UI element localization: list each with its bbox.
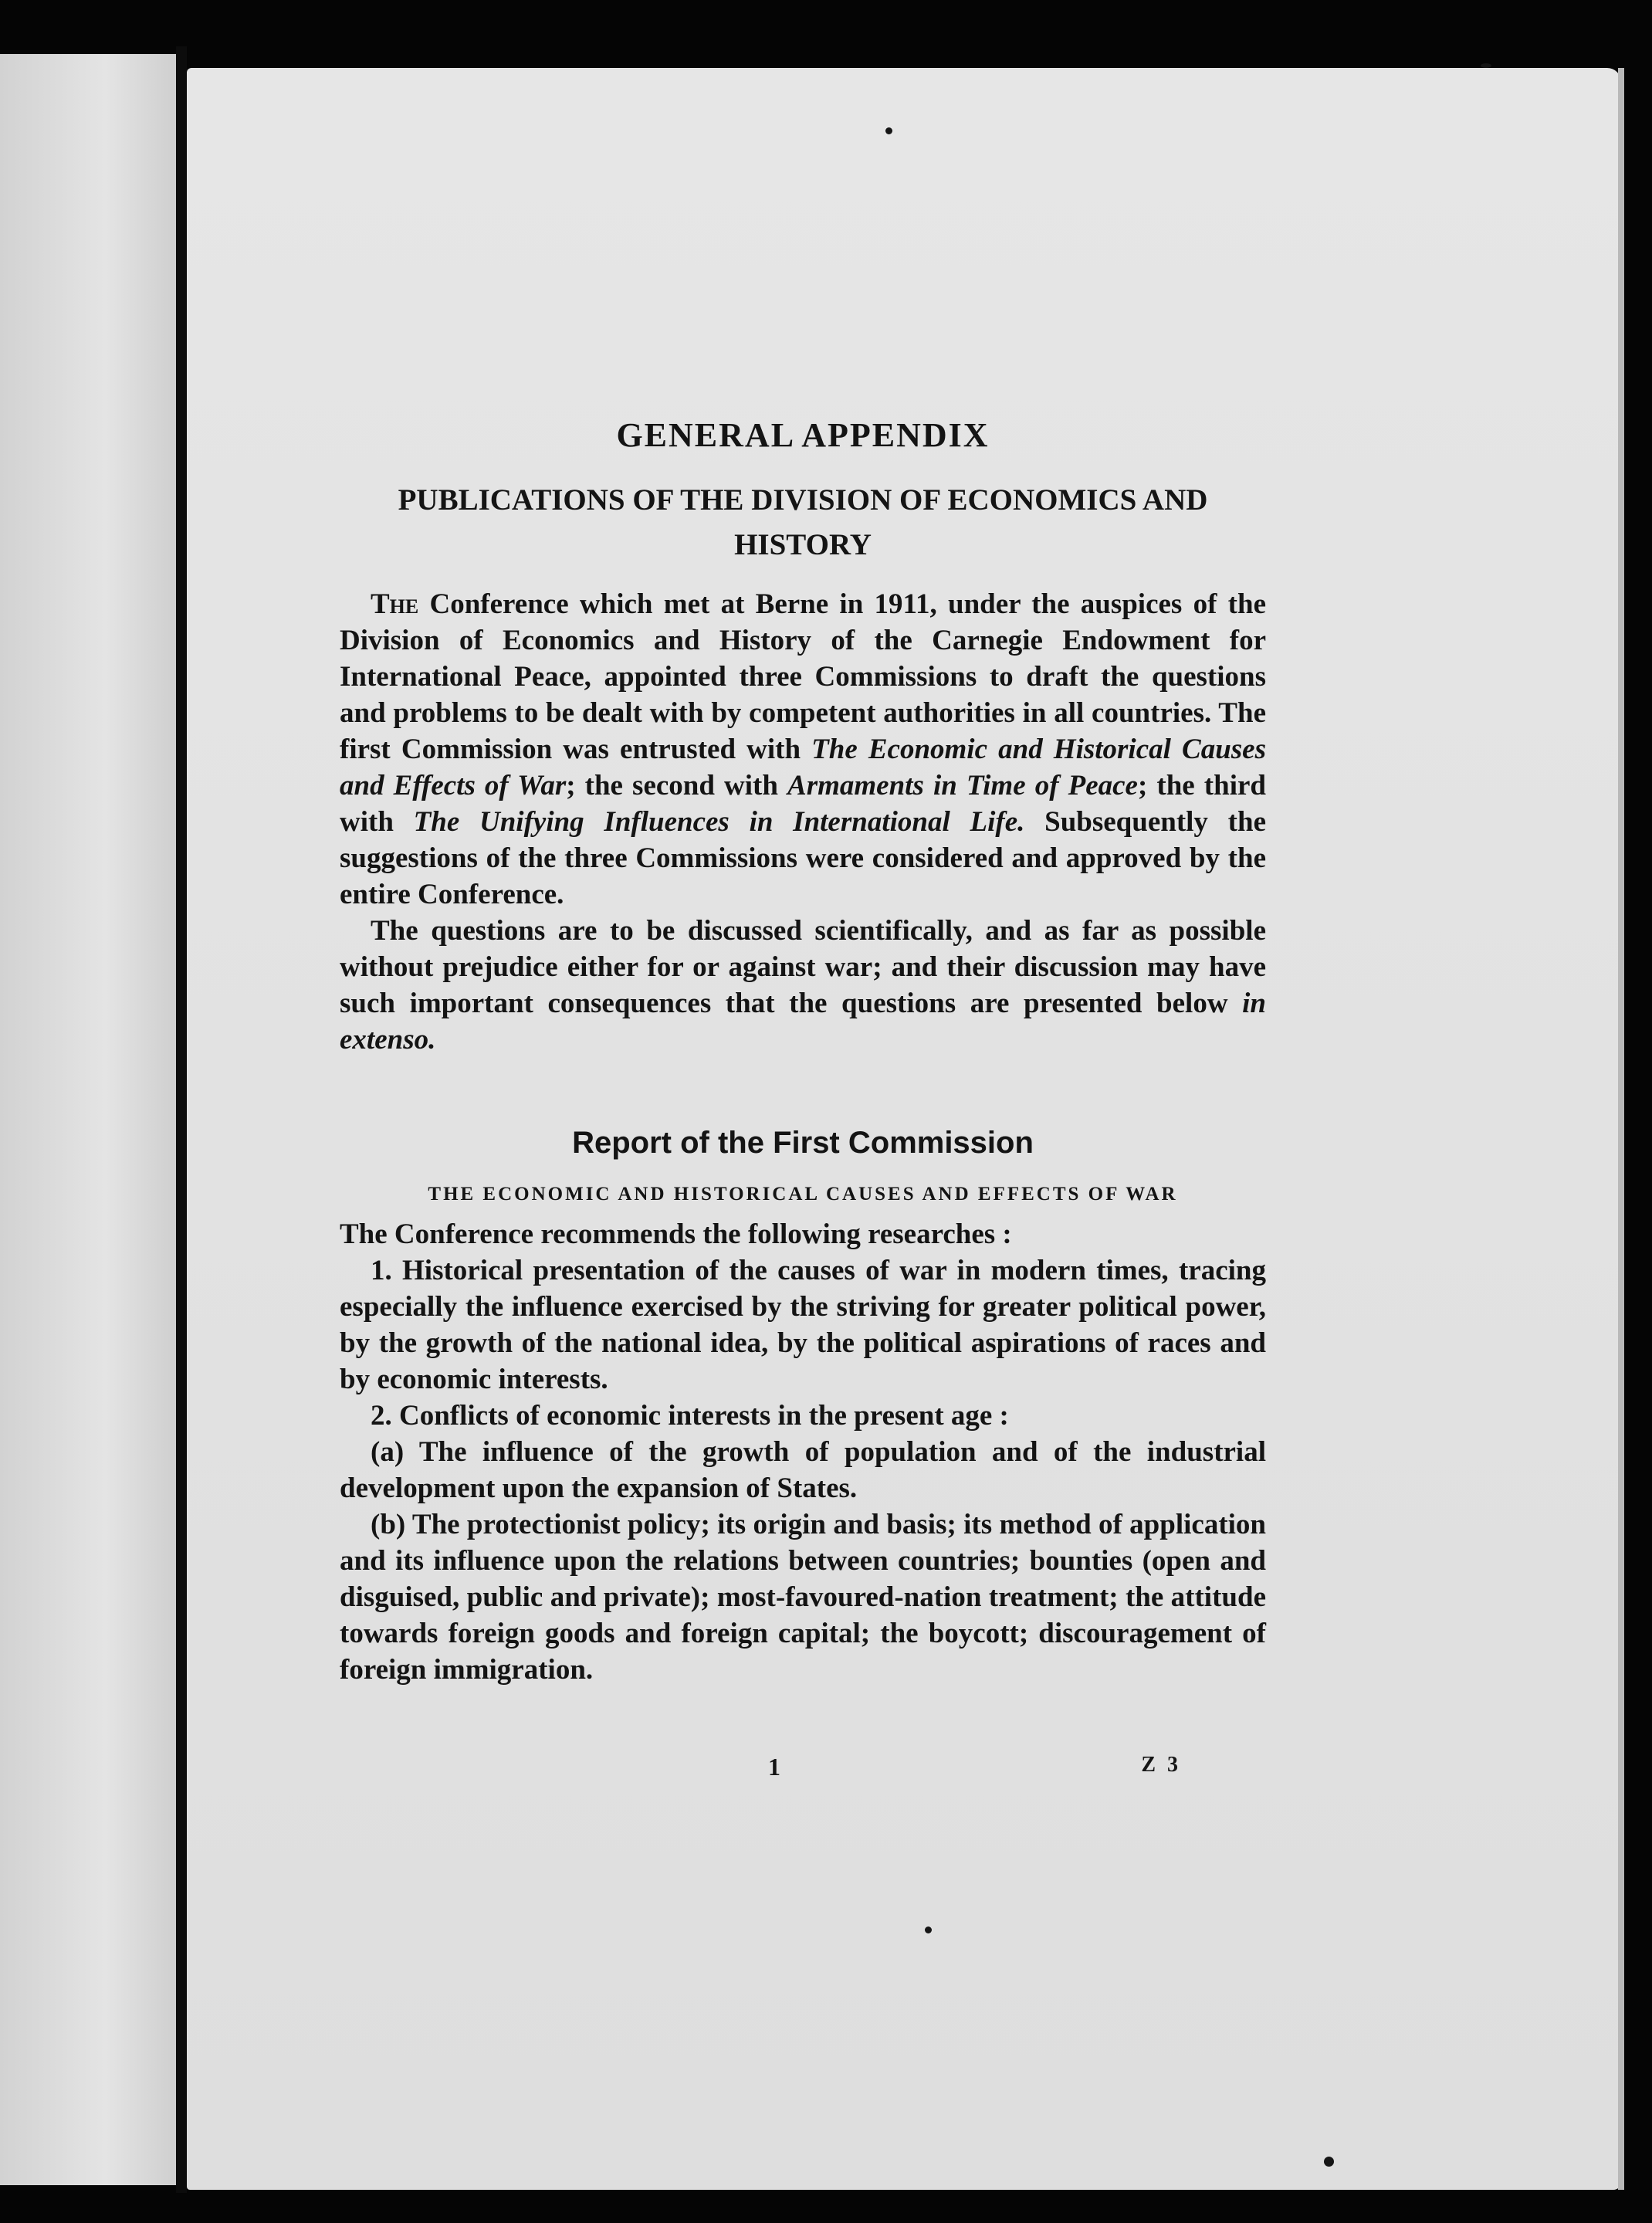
page-subtitle: PUBLICATIONS OF THE DIVISION OF ECONOMICS AND HISTORY bbox=[398, 483, 1208, 561]
section-subtitle: THE ECONOMIC AND HISTORICAL CAUSES AND EFFECTS OF WAR bbox=[428, 1184, 1178, 1205]
facing-page-edge bbox=[0, 54, 176, 2185]
signature-mark: Z 3 bbox=[1141, 1753, 1181, 1777]
book-gutter bbox=[176, 46, 187, 2193]
intro-paragraph: The Conference which met at Berne in 1911, under the auspices of the Division of Economics and History of the Carnegie Endowment for International Peace, appointed three Commissions to draft the questions and problems to be dealt with by competent authorities in all countries. The first Commission was entrusted with The Economic and Historical Causes and Effects of War; the second with Armaments in Time of Peace; the third with The Unifying Influences in International Life. Subsequently the suggestions of the three Commissions were considered and approved by the entire Conference. bbox=[340, 588, 1266, 910]
dust-speck bbox=[925, 1926, 932, 1933]
intro-paragraph-2: The questions are to be discussed scientifically, and as far as possible without prejudice either for or against war; and their discussion may have such important consequences that the questions are presented below in extenso. bbox=[340, 915, 1266, 1056]
section-intro: The Conference recommends the following researches : bbox=[340, 1218, 1012, 1250]
research-item-2b: (b) The protectionist policy; its origin and basis; its method of application and its influence upon the relations between countries; bounties (open and disguised, public and private); most-favoured-nation treatment; the attitude towards foreign goods and foreign capital; the boycott; discouragement of foreign immigration. bbox=[340, 1509, 1266, 1686]
page-right-edge bbox=[1618, 68, 1624, 2190]
research-item-2: 2. Conflicts of economic interests in the present age : bbox=[371, 1400, 1009, 1432]
page-footer bbox=[340, 1753, 1266, 1791]
research-item-2a: (a) The influence of the growth of population and of the industrial development upon the expansion of States. bbox=[340, 1436, 1266, 1504]
dust-speck bbox=[1481, 63, 1491, 68]
dust-speck bbox=[1324, 2157, 1334, 2167]
small-caps-lead: The bbox=[371, 588, 419, 620]
page-text bbox=[340, 415, 1266, 1688]
italic-phrase: in extenso. bbox=[340, 988, 1266, 1056]
page-title: GENERAL APPENDIX bbox=[616, 416, 990, 454]
research-item-1: 1. Historical presentation of the causes of war in modern times, tracing especially the influence exercised by the striving for greater political power, by the growth of the national idea, by the political aspirations of races and by economic interests. bbox=[340, 1255, 1266, 1395]
italic-title: Armaments in Time of Peace bbox=[787, 770, 1138, 801]
dust-speck bbox=[885, 127, 892, 134]
section-title: Report of the First Commission bbox=[572, 1126, 1034, 1160]
italic-title: The Unifying Influences in International Life. bbox=[413, 806, 1025, 838]
italic-title: The Economic and Historical Causes and Effects of War bbox=[340, 734, 1266, 801]
page-number: 1 bbox=[768, 1753, 780, 1781]
